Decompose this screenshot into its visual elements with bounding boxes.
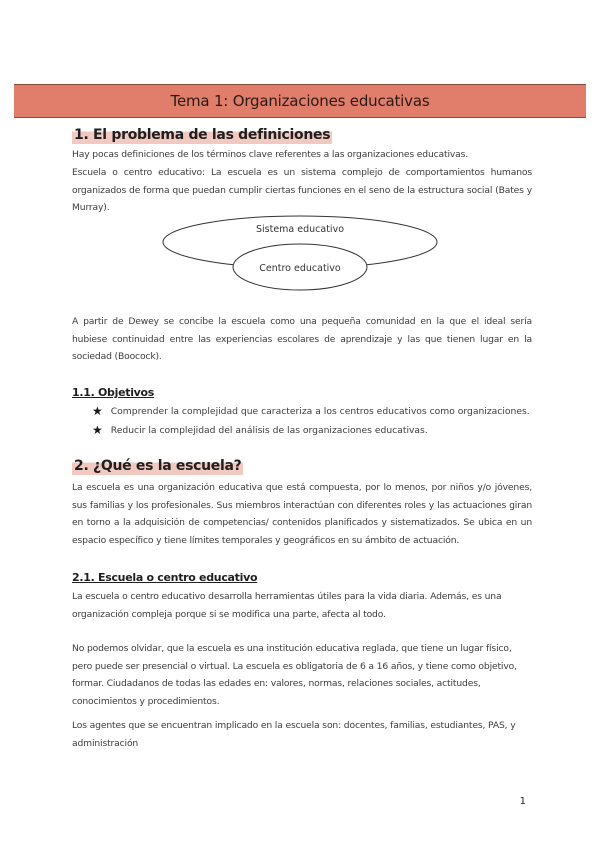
inner-ellipse-label: Centro educativo: [259, 263, 341, 274]
objective-item: [92, 403, 530, 420]
outer-ellipse-label: Sistema educativo: [255, 224, 345, 235]
star-bullet-icon: ★: [92, 404, 103, 418]
section-1-heading: 1. El problema de las definiciones: [74, 127, 331, 143]
page-number: 1: [519, 796, 526, 807]
section-2-1-heading: 2.1. Escuela o centro educativo: [72, 571, 258, 584]
document-title: Tema 1: Organizaciones educativas: [170, 92, 430, 110]
objective-text: Comprender la complejidad que caracteriza a los centros educativos como organizaciones.: [110, 406, 530, 417]
section-2-1-paragraph-2: No podemos olvidar, que la escuela es una institución educativa reglada, que tiene un lugar físico, pero puede ser presencial o virtual. La escuela es obligatoria de 6 a 16 años, y tiene como objetivo, formar. Ciudadanos de todas las edades en: valores, normas, relaciones sociales, actitudes, conocimientos y procedimientos.: [72, 643, 517, 707]
system-diagram: [160, 212, 440, 292]
star-bullet-icon: ★: [92, 423, 103, 437]
section-2-1-paragraph-3: Los agentes que se encuentran implicado en la escuela son: docentes, familias, estudiantes, PAS, y administración: [72, 720, 516, 749]
section-2-heading: 2. ¿Qué es la escuela?: [74, 458, 242, 474]
section-2-1-paragraph-1: La escuela o centro educativo desarrolla herramientas útiles para la vida diaria. Además, es una organización compleja porque si se modifica una parte, afecta al todo.: [72, 591, 502, 620]
dewey-paragraph: A partir de Dewey se concibe la escuela como una pequeña comunidad en la que el ideal sería hubiese continuidad entre las experiencias escolares de aprendizaje y las que tienen lugar en la sociedad (Boocock).: [72, 316, 532, 362]
section-1-definition: Escuela o centro educativo: La escuela es un sistema complejo de comportamientos humanos organizados de forma que puedan cumplir ciertas funciones en el seno de la estructura social (Bates y Murray).: [72, 167, 532, 213]
section-2-paragraph: La escuela es una organización educativa que está compuesta, por lo menos, por niños y/o jóvenes, sus familias y los profesionales. Sus miembros interactúan con diferentes roles y las actuaciones giran en torno a la adquisición de competencias/ contenidos planificados y sistematizados. Se ubica en un espacio específico y tiene límites temporales y geográficos en su ámbito de actuación.: [72, 482, 532, 546]
document-title-bar: [14, 84, 586, 118]
section-1-1-heading: 1.1. Objetivos: [72, 386, 155, 399]
objective-item: [92, 422, 428, 439]
objective-text: Reducir la complejidad del análisis de las organizaciones educativas.: [110, 425, 428, 436]
section-1-intro: Hay pocas definiciones de los términos clave referentes a las organizaciones educativas.: [72, 149, 469, 160]
